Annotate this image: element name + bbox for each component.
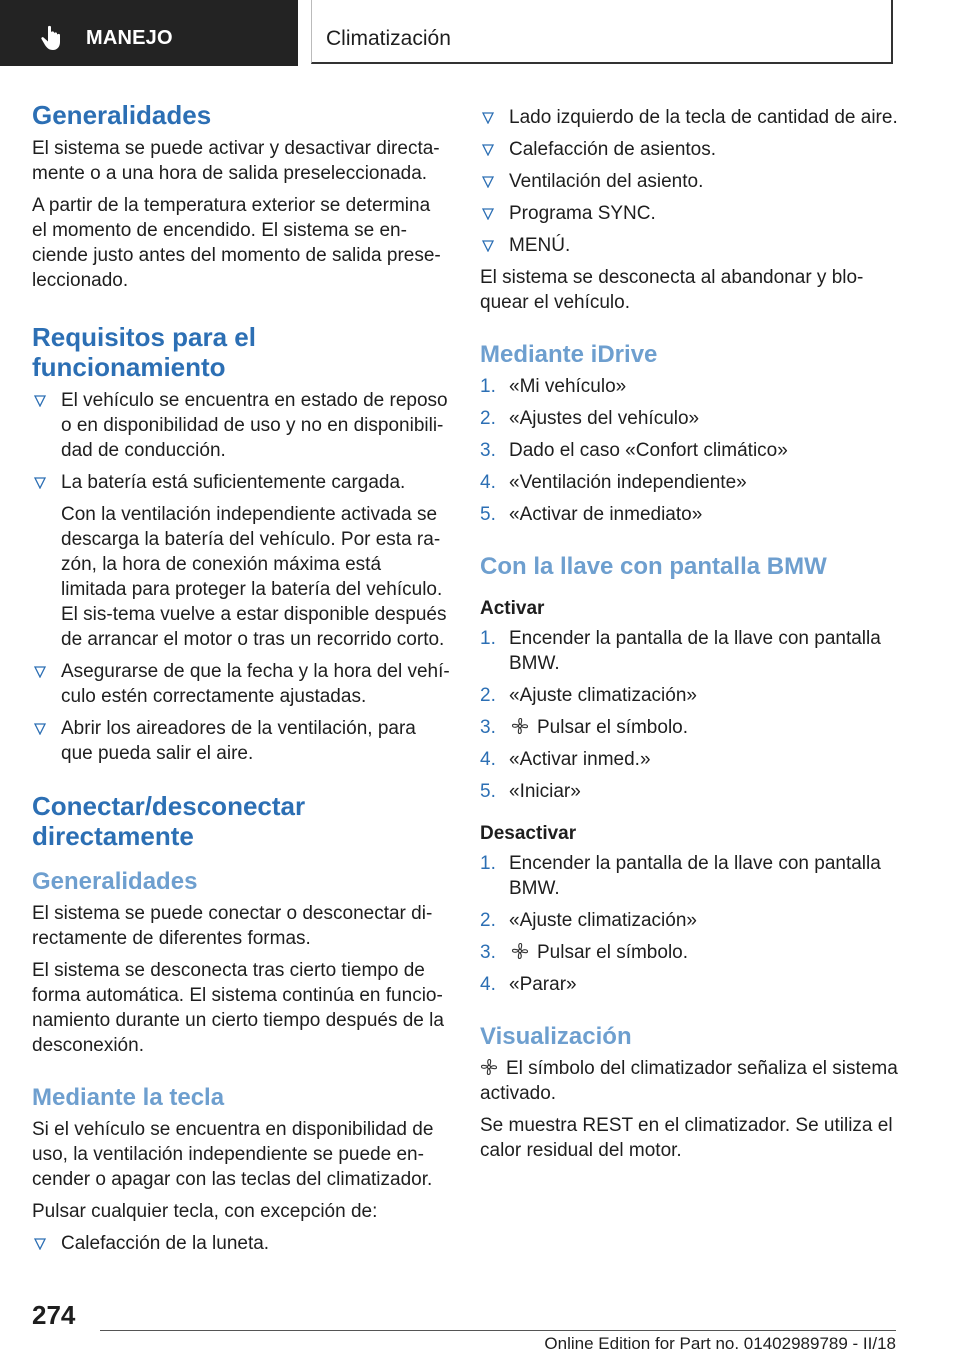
idrive-steps — [480, 374, 898, 527]
triangle-bullet-icon — [482, 112, 494, 124]
heading-desactivar: Desactivar — [480, 823, 577, 844]
heading-llave: Con la llave con pantalla BMW — [480, 553, 827, 580]
page-number: 274 — [32, 1300, 76, 1330]
paragraph: El sistema se desconecta tras cierto tiempo de forma automática. El sistema continúa en funcio-namiento durante un cierto tiempo después de la desconexión. — [32, 960, 444, 1056]
paragraph: Pulsar cualquier tecla, con excepción de: — [32, 1201, 378, 1222]
list-item: 1. Encender la pantalla de la llave con pantalla BMW. — [480, 853, 881, 899]
list-item: 4. «Activar inmed.» — [480, 749, 651, 770]
list-item: 2. «Ajuste climatización» — [480, 910, 697, 931]
left-column — [32, 100, 450, 1263]
list-item: 3. Dado el caso «Confort climático» — [480, 440, 788, 461]
list-item: 5. «Iniciar» — [480, 781, 581, 802]
triangle-bullet-icon — [482, 144, 494, 156]
chapter-title: Climatización — [326, 27, 451, 50]
hand-touch-icon — [40, 24, 66, 52]
triangle-bullet-icon — [34, 477, 46, 489]
edition-text: Online Edition for Part no. 01402989789 - II/18 — [544, 1334, 896, 1353]
heading-visualizacion: Visualización — [480, 1023, 632, 1050]
section-label: MANEJO — [86, 27, 173, 49]
list-item: 1. Encender la pantalla de la llave con pantalla BMW. — [480, 628, 881, 674]
list-item: 3. Pulsar el símbolo. — [480, 717, 689, 738]
heading-generalidades-sub: Generalidades — [32, 868, 198, 895]
fan-icon — [511, 717, 529, 735]
heading-conectar: Conectar/desconectar directamente — [32, 791, 306, 851]
activar-steps — [480, 626, 898, 804]
paragraph: El símbolo del climatizador señaliza el sistema activado. — [480, 1058, 898, 1104]
heading-requisitos: Requisitos para el funcionamiento — [32, 322, 256, 382]
list-item: La batería está suficientemente cargada. Con la ventilación independiente activada se descarga la batería del vehículo. Por esta ra-zón, la hora de conexión máxima está limitada para proteger la batería del vehículo. El sis-tema vuelve a estar disponible después de arrancar el motor o tras un recorrido corto. — [32, 470, 450, 652]
footer-divider — [100, 1330, 896, 1331]
section-tab — [0, 0, 298, 66]
paragraph: El sistema se desconecta al abandonar y blo-quear el vehículo. — [480, 267, 864, 313]
list-item: Ventilación del asiento. — [480, 169, 898, 194]
list-item: 2. «Ajustes del vehículo» — [480, 408, 700, 429]
list-item: 4. «Ventilación independiente» — [480, 472, 747, 493]
heading-idrive: Mediante iDrive — [480, 341, 658, 368]
list-item: Calefacción de asientos. — [480, 137, 898, 162]
list-item: 4. «Parar» — [480, 974, 577, 995]
heading-generalidades: Generalidades — [32, 100, 212, 130]
triangle-bullet-icon — [34, 395, 46, 407]
heading-tecla: Mediante la tecla — [32, 1084, 225, 1111]
list-item: Abrir los aireadores de la ventilación, para que pueda salir el aire. — [32, 716, 450, 766]
triangle-bullet-icon — [482, 176, 494, 188]
requisitos-list — [32, 388, 450, 766]
list-item: 3. Pulsar el símbolo. — [480, 942, 689, 963]
triangle-bullet-icon — [482, 240, 494, 252]
list-item: 1. «Mi vehículo» — [480, 376, 627, 397]
fan-icon — [480, 1058, 498, 1076]
right-column — [480, 105, 898, 1170]
list-item: MENÚ. — [480, 233, 898, 258]
paragraph: Si el vehículo se encuentra en disponibilidad de uso, la ventilación independiente se puede en-cender o apagar con las teclas del climatizador. — [32, 1119, 434, 1190]
list-item: 2. «Ajuste climatización» — [480, 685, 697, 706]
triangle-bullet-icon — [482, 208, 494, 220]
triangle-bullet-icon — [34, 666, 46, 678]
list-item: Programa SYNC. — [480, 201, 898, 226]
page-header — [0, 0, 960, 66]
except-list-continued — [480, 105, 898, 258]
paragraph: El sistema se puede activar y desactivar directa-mente o a una hora de salida preseleccionada. — [32, 138, 440, 184]
heading-activar: Activar — [480, 598, 545, 619]
list-item: Calefacción de la luneta. — [32, 1231, 450, 1256]
list-item: 5. «Activar de inmediato» — [480, 504, 703, 525]
list-item: Lado izquierdo de la tecla de cantidad de aire. — [480, 105, 898, 130]
triangle-bullet-icon — [34, 723, 46, 735]
list-item-note: Con la ventilación independiente activada se descarga la batería del vehículo. Por esta ra-zón, la hora de conexión máxima está limitada para proteger la batería del vehículo. El sis-tema vuelve a estar disponible después de arrancar el motor o tras un recorrido corto. — [61, 504, 447, 650]
paragraph: A partir de la temperatura exterior se determina el momento de encendido. El sistema se en-ciende justo antes del momento de salida prese-leccionado. — [32, 195, 441, 291]
except-list — [32, 1231, 450, 1256]
triangle-bullet-icon — [34, 1238, 46, 1250]
paragraph: El sistema se puede conectar o desconectar di-rectamente de diferentes formas. — [32, 903, 433, 949]
paragraph: Se muestra REST en el climatizador. Se utiliza el calor residual del motor. — [480, 1115, 893, 1161]
fan-icon — [511, 942, 529, 960]
list-item: El vehículo se encuentra en estado de reposo o en disponibilidad de uso y no en disponibili-dad de conducción. — [32, 388, 450, 463]
list-item: Asegurarse de que la fecha y la hora del vehí-culo estén correctamente ajustadas. — [32, 659, 450, 709]
desactivar-steps — [480, 851, 898, 997]
chapter-box — [311, 0, 893, 64]
